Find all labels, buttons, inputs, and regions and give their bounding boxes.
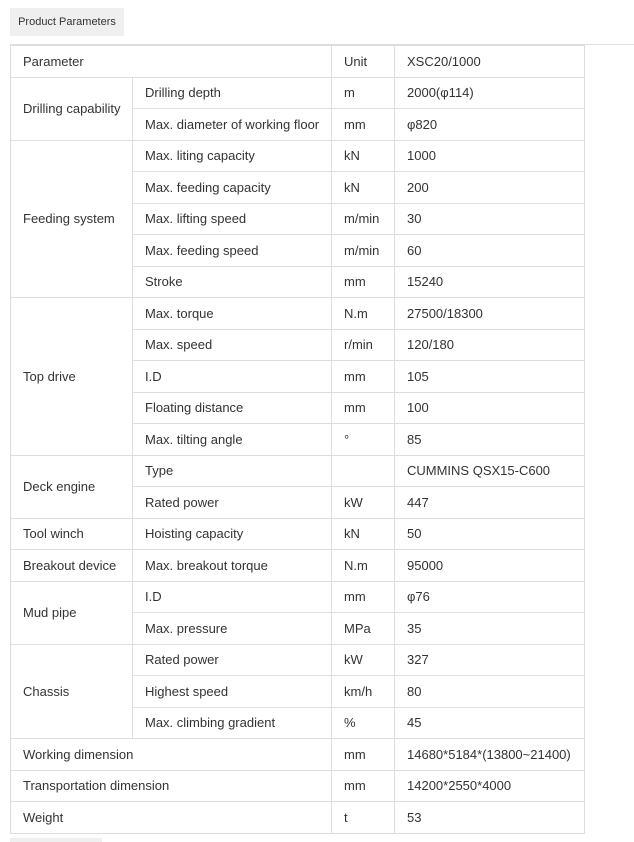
next-tab-stub (10, 838, 102, 842)
param-value: 45 (395, 707, 585, 739)
param-unit: t (332, 802, 395, 834)
table-row (11, 77, 585, 109)
param-name: Max. feeding capacity (133, 172, 332, 204)
param-unit (332, 455, 395, 487)
param-name: Type (133, 455, 332, 487)
param-unit: kW (332, 487, 395, 519)
param-unit: N.m (332, 550, 395, 582)
param-value: 27500/18300 (395, 298, 585, 330)
param-name: Max. feeding speed (133, 235, 332, 267)
param-unit: m/min (332, 203, 395, 235)
group-name: Breakout device (11, 550, 133, 582)
header-model: XSC20/1000 (395, 46, 585, 78)
group-name: Feeding system (11, 140, 133, 298)
table-row (11, 581, 585, 613)
param-unit: m/min (332, 235, 395, 267)
param-unit: kN (332, 140, 395, 172)
param-name: Floating distance (133, 392, 332, 424)
param-unit: mm (332, 739, 395, 771)
param-unit: km/h (332, 676, 395, 708)
param-name: Working dimension (11, 739, 332, 771)
group-name: Deck engine (11, 455, 133, 518)
param-name: Max. pressure (133, 613, 332, 645)
param-value: 100 (395, 392, 585, 424)
param-value: 15240 (395, 266, 585, 298)
group-name: Drilling capability (11, 77, 133, 140)
tab-product-parameters[interactable]: Product Parameters (10, 8, 124, 36)
param-name: Max. climbing gradient (133, 707, 332, 739)
param-unit: m (332, 77, 395, 109)
param-value: 95000 (395, 550, 585, 582)
param-name: Transportation dimension (11, 770, 332, 802)
param-value: 1000 (395, 140, 585, 172)
table-row (11, 802, 585, 834)
table-row (11, 644, 585, 676)
param-unit: % (332, 707, 395, 739)
param-unit: MPa (332, 613, 395, 645)
param-unit: kW (332, 644, 395, 676)
param-value: 327 (395, 644, 585, 676)
table-row (11, 298, 585, 330)
param-value: CUMMINS QSX15-C600 (395, 455, 585, 487)
param-name: Max. tilting angle (133, 424, 332, 456)
param-value: φ76 (395, 581, 585, 613)
param-unit: kN (332, 172, 395, 204)
header-parameter: Parameter (11, 46, 332, 78)
param-name: Max. diameter of working floor (133, 109, 332, 141)
param-name: Max. lifting speed (133, 203, 332, 235)
table-row (11, 739, 585, 771)
group-name: Top drive (11, 298, 133, 456)
product-parameters-table (10, 45, 585, 834)
param-unit: mm (332, 361, 395, 393)
param-unit: N.m (332, 298, 395, 330)
param-unit: mm (332, 581, 395, 613)
parameters-table-body (11, 46, 585, 834)
param-value: 447 (395, 487, 585, 519)
param-name: Max. speed (133, 329, 332, 361)
table-row (11, 518, 585, 550)
param-value: 14200*2550*4000 (395, 770, 585, 802)
table-row (11, 455, 585, 487)
group-name: Tool winch (11, 518, 133, 550)
param-unit: mm (332, 770, 395, 802)
param-unit: mm (332, 266, 395, 298)
param-value: 80 (395, 676, 585, 708)
param-value: 14680*5184*(13800~21400) (395, 739, 585, 771)
param-name: Max. breakout torque (133, 550, 332, 582)
header-unit: Unit (332, 46, 395, 78)
param-value: 85 (395, 424, 585, 456)
table-row (11, 770, 585, 802)
param-value: 53 (395, 802, 585, 834)
table-header-row (11, 46, 585, 78)
table-row (11, 550, 585, 582)
param-unit: kN (332, 518, 395, 550)
param-value: 105 (395, 361, 585, 393)
param-unit: mm (332, 109, 395, 141)
param-name: Max. torque (133, 298, 332, 330)
param-value: 200 (395, 172, 585, 204)
group-name: Chassis (11, 644, 133, 739)
param-name: Highest speed (133, 676, 332, 708)
param-name: Hoisting capacity (133, 518, 332, 550)
param-value: 60 (395, 235, 585, 267)
param-value: 30 (395, 203, 585, 235)
param-value: φ820 (395, 109, 585, 141)
param-value: 2000(φ114) (395, 77, 585, 109)
param-name: Drilling depth (133, 77, 332, 109)
param-name: Rated power (133, 644, 332, 676)
param-value: 120/180 (395, 329, 585, 361)
param-unit: r/min (332, 329, 395, 361)
param-name: Weight (11, 802, 332, 834)
param-name: Rated power (133, 487, 332, 519)
param-value: 35 (395, 613, 585, 645)
param-name: Max. liting capacity (133, 140, 332, 172)
group-name: Mud pipe (11, 581, 133, 644)
param-name: I.D (133, 581, 332, 613)
param-name: I.D (133, 361, 332, 393)
table-row (11, 140, 585, 172)
param-value: 50 (395, 518, 585, 550)
param-unit: mm (332, 392, 395, 424)
param-name: Stroke (133, 266, 332, 298)
param-unit: ° (332, 424, 395, 456)
